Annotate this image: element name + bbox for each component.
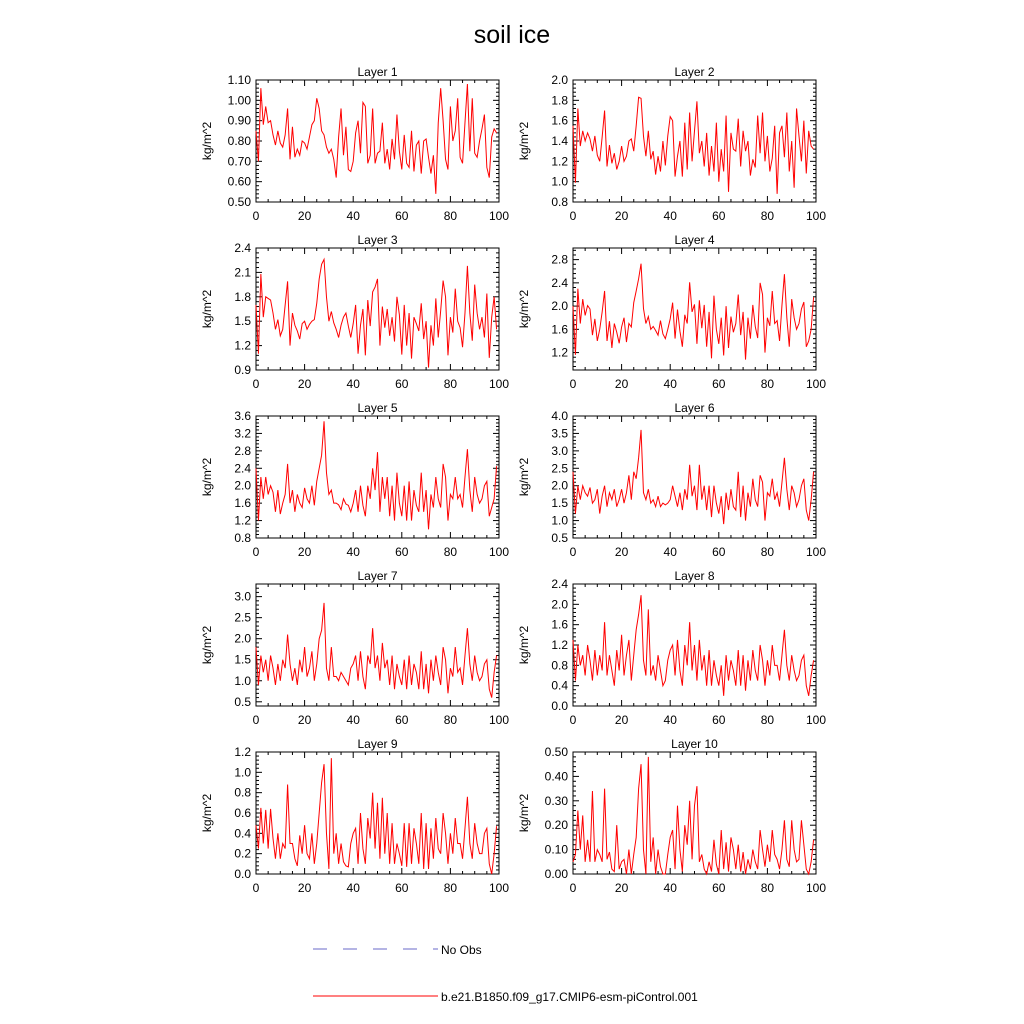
x-tick-label: 0 [569,377,577,391]
y-tick-label: 0.2 [234,846,251,861]
x-tick-label: 40 [663,545,677,559]
x-tick-label: 80 [443,377,458,391]
panel-5 [200,401,509,559]
y-tick-label: 2.5 [234,610,251,625]
y-tick-label: 2.0 [551,478,568,493]
x-tick-label: 60 [395,545,409,559]
series-line [573,430,814,524]
y-axis-label: kg/m^2 [517,457,531,497]
y-axis-label: kg/m^2 [200,457,214,497]
x-tick-label: 60 [395,209,409,223]
x-tick-label: 80 [760,209,775,223]
x-tick-label: 0 [252,545,260,559]
x-tick-label: 100 [805,713,827,727]
y-tick-label: 1.8 [551,93,568,108]
y-tick-label: 0.8 [234,531,251,545]
x-tick-label: 100 [488,209,510,223]
y-tick-label: 1.00 [227,93,251,108]
y-axis-label: kg/m^2 [200,793,214,833]
y-tick-label: 0.8 [234,785,251,800]
series-line [573,757,814,874]
series-line [256,259,497,367]
y-tick-label: 2.0 [551,73,568,87]
x-tick-label: 0 [569,713,577,727]
legend-label-model: b.e21.B1850.f09_g17.CMIP6-esm-piControl.001 [441,990,698,1004]
y-axis-label: kg/m^2 [517,289,531,329]
legend-label-no-obs: No Obs [441,943,482,957]
x-tick-label: 60 [395,881,409,895]
y-tick-label: 0.5 [551,531,568,545]
y-tick-label: 0.10 [544,842,568,857]
x-tick-label: 60 [395,377,409,391]
y-tick-label: 0.90 [227,113,251,128]
x-tick-label: 20 [297,713,312,727]
panel-1 [200,65,509,223]
plot-frame [256,248,499,370]
x-tick-label: 60 [712,209,726,223]
plot-frame [256,416,499,538]
series-line [256,421,497,529]
x-tick-label: 60 [395,713,409,727]
panel-8 [517,569,826,727]
x-tick-label: 40 [346,377,360,391]
panel-4 [517,233,826,391]
x-tick-label: 80 [443,881,458,895]
x-tick-label: 80 [443,545,458,559]
y-tick-label: 2.5 [551,461,568,476]
x-tick-label: 20 [614,209,629,223]
x-tick-label: 40 [346,545,360,559]
y-tick-label: 1.0 [551,513,568,528]
legend [313,943,698,1004]
y-tick-label: 1.6 [234,496,251,511]
y-axis-label: kg/m^2 [517,121,531,161]
y-axis-label: kg/m^2 [517,793,531,833]
x-tick-label: 40 [346,881,360,895]
y-tick-label: 2.4 [551,577,568,591]
panel-title: Layer 3 [357,233,398,247]
series-line [256,603,497,698]
x-tick-label: 80 [760,545,775,559]
y-tick-label: 1.2 [234,745,251,759]
panel-title: Layer 10 [671,737,718,751]
x-tick-label: 20 [614,545,629,559]
y-axis-label: kg/m^2 [200,289,214,329]
y-tick-label: 0.8 [551,658,568,673]
x-tick-label: 0 [252,377,260,391]
y-tick-label: 2.1 [234,265,251,280]
x-tick-label: 100 [488,377,510,391]
x-tick-label: 80 [760,881,775,895]
series-line [573,595,814,696]
x-tick-label: 20 [614,881,629,895]
y-tick-label: 2.0 [234,478,251,493]
y-tick-label: 3.6 [234,409,251,423]
y-tick-label: 1.5 [234,652,251,667]
y-tick-label: 3.2 [234,426,251,441]
panel-title: Layer 2 [674,65,715,79]
panel-title: Layer 5 [357,401,398,415]
y-tick-label: 1.2 [234,338,251,353]
y-tick-label: 1.5 [551,496,568,511]
x-tick-label: 100 [805,881,827,895]
y-tick-label: 0.5 [234,694,251,709]
x-tick-label: 100 [805,545,827,559]
x-tick-label: 80 [760,713,775,727]
y-tick-label: 0.6 [234,806,251,820]
y-tick-label: 1.8 [234,289,251,304]
x-tick-label: 40 [663,209,677,223]
y-tick-label: 0.0 [234,867,251,881]
y-tick-label: 1.4 [551,134,568,148]
y-axis-label: kg/m^2 [517,625,531,665]
y-tick-label: 2.4 [551,275,568,290]
y-tick-label: 0.70 [227,154,251,169]
x-tick-label: 20 [297,881,312,895]
panel-title: Layer 1 [357,65,398,79]
figure-title: soil ice [473,21,551,49]
y-tick-label: 4.0 [551,409,568,423]
x-tick-label: 0 [569,881,577,895]
y-tick-label: 1.6 [551,617,568,632]
x-tick-label: 60 [712,713,726,727]
x-tick-label: 100 [805,377,827,391]
plot-frame [573,416,816,538]
y-tick-label: 2.8 [234,443,251,458]
panel-title: Layer 4 [674,233,715,247]
panel-title: Layer 9 [357,737,398,751]
y-tick-label: 0.30 [544,793,568,808]
x-tick-label: 80 [760,377,775,391]
x-tick-label: 40 [663,881,677,895]
panel-title: Layer 6 [674,401,715,415]
x-tick-label: 40 [346,713,360,727]
x-tick-label: 100 [488,545,510,559]
series-line [256,758,497,874]
y-tick-label: 1.0 [551,174,568,189]
x-tick-label: 100 [488,713,510,727]
y-tick-label: 3.5 [551,426,568,441]
y-tick-label: 1.2 [551,638,568,652]
y-tick-label: 0.20 [544,818,568,833]
y-tick-label: 2.4 [234,461,251,476]
x-tick-label: 20 [297,209,312,223]
y-tick-label: 1.2 [234,513,251,528]
y-tick-label: 2.0 [551,299,568,314]
panel-2 [517,65,826,223]
x-tick-label: 80 [443,209,458,223]
y-tick-label: 0.50 [544,745,568,759]
panel-9 [200,737,509,895]
y-tick-label: 3.0 [551,443,568,458]
x-tick-label: 0 [252,713,260,727]
x-tick-label: 60 [712,881,726,895]
y-tick-label: 0.9 [234,363,251,377]
panel-6 [517,401,826,559]
panels [200,65,826,895]
y-tick-label: 2.0 [551,597,568,612]
y-tick-label: 0.50 [227,195,251,209]
y-tick-label: 1.5 [234,314,251,329]
y-tick-label: 0.80 [227,134,251,148]
y-tick-label: 0.40 [544,769,568,784]
x-tick-label: 20 [614,713,629,727]
x-tick-label: 60 [712,545,726,559]
x-tick-label: 0 [252,209,260,223]
series-line [573,264,814,360]
plot-frame [256,584,499,706]
x-tick-label: 0 [569,545,577,559]
x-tick-label: 0 [569,209,577,223]
y-tick-label: 0.60 [227,174,251,189]
y-tick-label: 1.10 [227,73,251,87]
x-tick-label: 0 [252,881,260,895]
y-tick-label: 0.4 [234,826,251,841]
plot-frame [256,80,499,202]
y-tick-label: 2.4 [234,241,251,255]
y-tick-label: 1.2 [551,345,568,360]
y-tick-label: 1.2 [551,154,568,169]
x-tick-label: 100 [805,209,827,223]
x-tick-label: 20 [614,377,629,391]
y-tick-label: 3.0 [234,589,251,604]
x-tick-label: 60 [712,377,726,391]
y-axis-label: kg/m^2 [200,121,214,161]
x-tick-label: 100 [488,881,510,895]
y-tick-label: 1.0 [234,673,251,688]
series-line [256,84,497,194]
panel-3 [200,233,509,391]
y-tick-label: 1.0 [234,765,251,780]
panel-title: Layer 7 [357,569,398,583]
panel-7 [200,569,509,727]
y-tick-label: 0.00 [544,867,568,881]
y-axis-label: kg/m^2 [200,625,214,665]
y-tick-label: 2.0 [234,631,251,646]
x-tick-label: 40 [346,209,360,223]
y-tick-label: 1.6 [551,322,568,337]
y-tick-label: 0.4 [551,678,568,693]
y-tick-label: 0.8 [551,195,568,209]
panel-title: Layer 8 [674,569,715,583]
y-tick-label: 1.6 [551,113,568,128]
x-tick-label: 20 [297,377,312,391]
x-tick-label: 40 [663,377,677,391]
y-tick-label: 0.0 [551,699,568,713]
panel-10 [517,737,826,895]
x-tick-label: 20 [297,545,312,559]
x-tick-label: 80 [443,713,458,727]
y-tick-label: 2.8 [551,252,568,267]
series-line [573,97,814,194]
x-tick-label: 40 [663,713,677,727]
